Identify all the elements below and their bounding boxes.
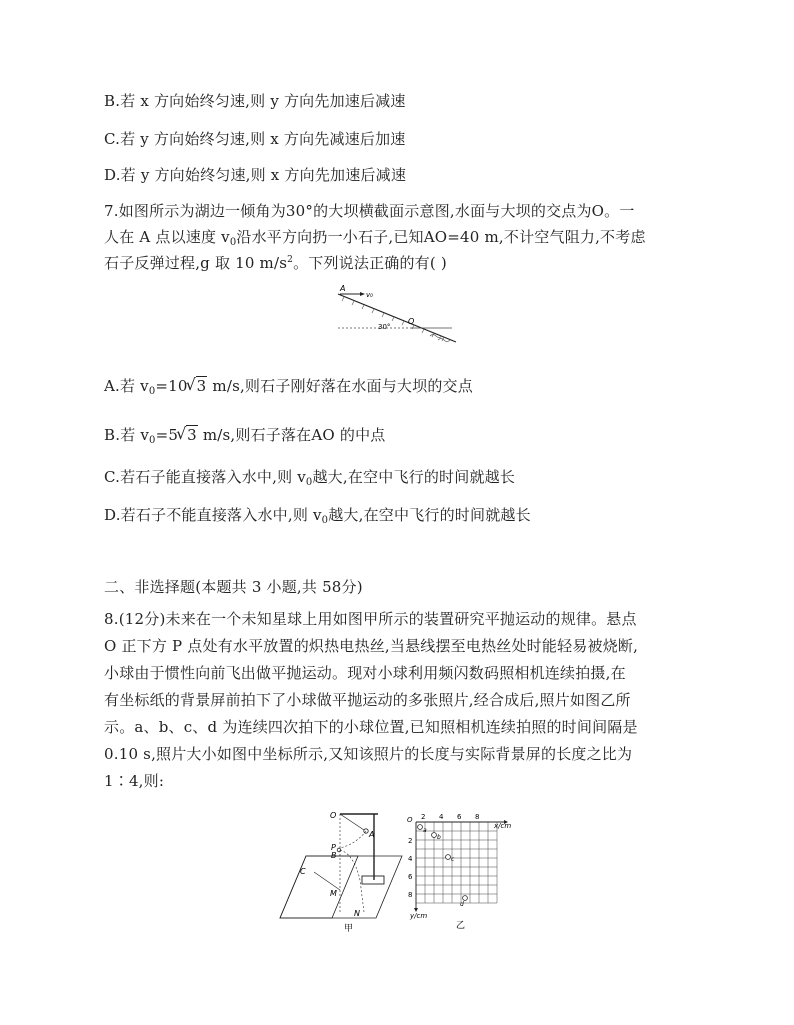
point-b-label: b	[437, 834, 441, 841]
label-p: P	[331, 843, 336, 852]
q8-line-5: 示。a、b、c、d 为连续四次拍下的小球位置,已知照相机连续拍照的时间间隔是	[104, 718, 638, 736]
slope-hatching	[342, 297, 444, 341]
q7-option-b: B.若 $v_0=5√$ 3 m/s,则石子落在AO 的中点	[104, 424, 386, 446]
grid-figure	[404, 810, 514, 934]
label-n: N	[354, 909, 360, 918]
grid-lines	[416, 822, 497, 903]
label-a: A	[369, 830, 375, 839]
q8-line-6: 0.10 s,照片大小如图中坐标所示,又知该照片的长度与实际背景屏的长度之比为	[104, 745, 633, 763]
q8-line-2: O 正下方 P 点处有水平放置的炽热电热丝,当悬线摆至电热丝处时能轻易被烧断,	[104, 637, 639, 655]
section-heading: 二、非选择题(本题共 3 小题,共 58分)	[104, 578, 363, 596]
x-axis-label: x/cm	[494, 822, 512, 830]
label-v0: v₀	[366, 291, 373, 299]
dam-slope	[338, 294, 456, 342]
arrowhead-icon	[360, 292, 365, 296]
q8-line-4: 有坐标纸的背景屏前拍下了小球做平抛运动的多张照片,经合成后,照片如图乙所	[104, 691, 631, 709]
label-a: A	[340, 284, 346, 293]
label-b: B	[331, 851, 337, 860]
apparatus-figure	[278, 800, 408, 934]
caption-jia: 甲	[344, 924, 354, 934]
x-tick-8: 8	[475, 813, 480, 821]
q7-stem-line1: 7.如图所示为湖边一倾角为30°的大坝横截面示意图,水面与大坝的交点为O。一	[104, 202, 635, 220]
label-m: M	[330, 889, 337, 898]
origin-label: O	[407, 816, 413, 824]
y-tick-2: 2	[408, 837, 413, 845]
q7-option-a: A.若 $v_0=10√$ 3 m/s,则石子刚好落在水面与大坝的交点	[104, 375, 473, 397]
label-c: C	[300, 867, 306, 876]
q7-stem-line2: 人在 A 点以速度 $v_0$沿水平方向扔一小石子,已知AO=40 m,不计空气阻力,不考虑	[104, 228, 646, 248]
y-tick-6: 6	[408, 873, 413, 881]
ball-a-icon	[418, 825, 423, 830]
point-c-label: c	[451, 856, 455, 863]
q6-option-d: D.若 y 方向始终匀速,则 x 方向先加速后减速	[104, 166, 407, 184]
q6-option-b: B.若 x 方向始终匀速,则 y 方向先加速后减速	[104, 92, 406, 110]
base-plane	[280, 856, 358, 918]
y-axis-label: y/cm	[410, 912, 428, 920]
q8-line-1: 8.(12分)未来在一个未知星球上用如图甲所示的装置研究平抛运动的规律。悬点	[104, 610, 637, 628]
q7-option-d: D.若石子不能直接落入水中,则 $v_0$越大,在空中飞行的时间就越长	[104, 506, 531, 526]
trajectory-path	[340, 850, 364, 912]
ball-d-icon	[463, 896, 468, 901]
point-a-label: a	[423, 827, 427, 834]
q7-stem-line3: 石子反弹过程,g 取 10 $m/s^2$。下列说法正确的有( )	[104, 254, 447, 272]
x-tick-4: 4	[439, 813, 444, 821]
q8-line-7: 1∶4,则:	[104, 772, 165, 790]
label-angle: 30°	[378, 323, 391, 331]
q6-option-c: C.若 y 方向始终匀速,则 x 方向先减速后加速	[104, 130, 406, 148]
q8-line-3: 小球由于惯性向前飞出做平抛运动。现对小球利用频闪数码照相机连续拍摄,在	[104, 664, 626, 682]
stand-base	[362, 876, 384, 884]
dam-figure	[334, 284, 464, 346]
x-tick-6: 6	[457, 813, 462, 821]
caption-yi: 乙	[456, 921, 466, 931]
label-o: O	[408, 317, 415, 326]
y-tick-4: 4	[408, 855, 413, 863]
pendulum-string	[340, 814, 364, 830]
q7-option-c: C.若石子能直接落入水中,则 $v_0$越大,在空中飞行的时间就越长	[104, 468, 516, 488]
label-o: O	[330, 811, 337, 820]
point-d-label: d	[460, 901, 464, 908]
y-tick-8: 8	[408, 891, 413, 899]
ball-c-icon	[446, 855, 451, 860]
x-tick-2: 2	[421, 813, 426, 821]
ball-b-icon	[432, 833, 437, 838]
